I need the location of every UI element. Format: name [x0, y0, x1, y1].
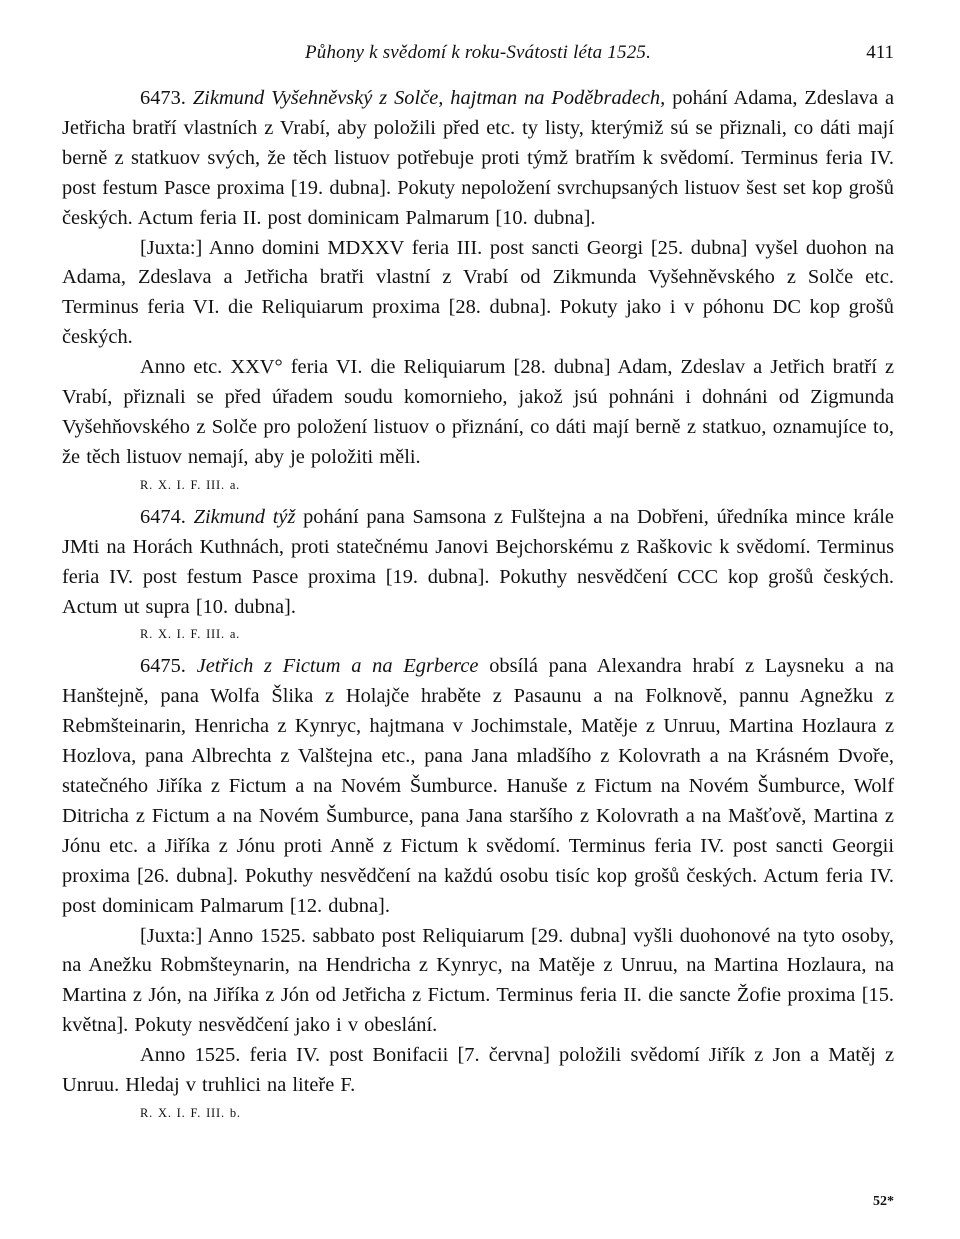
- entry-number: 6474.: [140, 505, 186, 528]
- page-header: [62, 38, 894, 68]
- entry-actor: Zikmund Vyšehněvský z Solče, hajtman na Poděbradech,: [192, 87, 666, 109]
- entry-6475-paragraph: [62, 652, 894, 921]
- body-text: [62, 84, 894, 1123]
- entry-text: pohání pana Samsona z Fulštejna a na Dobřeni, úředníka mince krále JMti na Horách Kuthnách, proti statečnému Janovi Bejchorskému z Raškovic k svědomí. Terminus feria IV. post festum Pasce proxima [19. dubna]. Pokuthy nesvědčení CCC kop grošů českých. Actum ut supra [10. dubna].: [62, 505, 894, 618]
- running-title: Půhony k svědomí k roku-Svátosti léta 1525.: [304, 42, 652, 63]
- entry-6475-source-signature: R. X. I. F. III. b.: [140, 1106, 241, 1120]
- entry-6473-note-juxta: [Juxta:] Anno domini MDXXV feria III. post sancti Georgi [25. dubna] vyšel duohon na Adama, Zdeslava a Jetřicha bratři vlastní z Vrabí od Zikmunda Vyšehněvského z Solče etc. Terminus feria VI. die Reliquiarum proxima [28. dubna]. Pokuty jako i v póhonu DC kop grošů českých.: [62, 236, 894, 349]
- entry-6475-note-anno: Anno 1525. feria IV. post Bonifacii [7. června] položili svědomí Jiřík z Jon a Matěj z Unruu. Hledaj v truhlici na liteře F.: [62, 1044, 894, 1097]
- entry-number: 6475.: [140, 655, 186, 678]
- page-number: 411: [866, 42, 894, 63]
- entry-6473-source-signature: R. X. I. F. III. a.: [140, 477, 241, 492]
- entry-actor: Jetřich z Fictum a na Egrberce: [196, 655, 479, 678]
- entry-actor: Zikmund týž: [193, 505, 296, 528]
- entry-6475-note-juxta: [Juxta:] Anno 1525. sabbato post Reliquiarum [29. dubna] vyšli duohonové na tyto osoby, na Anežku Robmšteynarin, na Hendricha z Kynryc, na Matěje z Unruu, na Martina Hozlaura, na Martina z Jón, na Jiříka z Jón od Jetřicha z Fictum. Terminus feria II. die sancte Žofie proxima [15. května]. Pokuty nesvědčení jako i v obeslání.: [62, 924, 894, 1037]
- entry-6473-note-anno: Anno etc. XXV° feria VI. die Reliquiarum [28. dubna] Adam, Zdeslav a Jetřich bratří z Vrabí, přiznali se před úřadem soudu komornieho, jakož jsú pohnáni i dohnáni od Zigmunda Vyšehňovského z Solče pro položení listuov o přiznání, co dáti mají berně z statkuo, oznamujíce to, že těch listuov nemají, aby je položiti měli.: [62, 356, 894, 468]
- entry-text: obsílá pana Alexandra hrabí z Laysneku a na Hanštejně, pana Wolfa Šlika z Holajče hraběte z Pasaunu a na Folknově, pannu Agnežku z Rebmšteinarin, Henricha z Kynryc, hajtmana v Jochimstale, Matěje z Unruu, Martina Hozlaura z Hozlova, pana Albrechta z Valštejna etc., pana Jana mladšího z Kolovrath a na Krásném Dvoře, statečného Jiříka z Fictum a na Novém Šumburce. Hanuše z Fictum na Novém Šumburce, Wolf Ditricha z Fictum a na Novém Šumburce, pana Jana staršího z Kolovrath a na Mašťově, Martina z Jónu etc. a Jiříka z Jónu proti Anně z Fictum k svědomí. Terminus feria IV. post sancti Georgii proxima [26. dubna]. Pokuthy nesvědčení na každú osobu tisíc kop grošů českých. Actum feria IV. post dominicam Palmarum [12. dubna].: [62, 655, 894, 917]
- entry-6473-paragraph: [62, 84, 894, 234]
- entry-6474-paragraph: [62, 503, 894, 623]
- entry-text: pohání Adama, Zdeslava a Jetřicha bratří vlastních z Vrabí, aby položili před etc. ty listy, kterýmiž sú se přiznali, co dáti mají berně z statkuov svých, že těch listuov potřebuje proti týmž bratřím k svědomí. Terminus feria IV. post festum Pasce proxima [19. dubna]. Pokuty nepoložení svrchupsaných listuov šest set kop grošů českých. Actum feria II. post dominicam Palmarum [10. dubna].: [62, 87, 895, 229]
- entry-number: 6473.: [140, 87, 186, 109]
- signature-mark: 52*: [873, 1194, 894, 1209]
- entry-6474-source-signature: R. X. I. F. III. a.: [140, 627, 241, 642]
